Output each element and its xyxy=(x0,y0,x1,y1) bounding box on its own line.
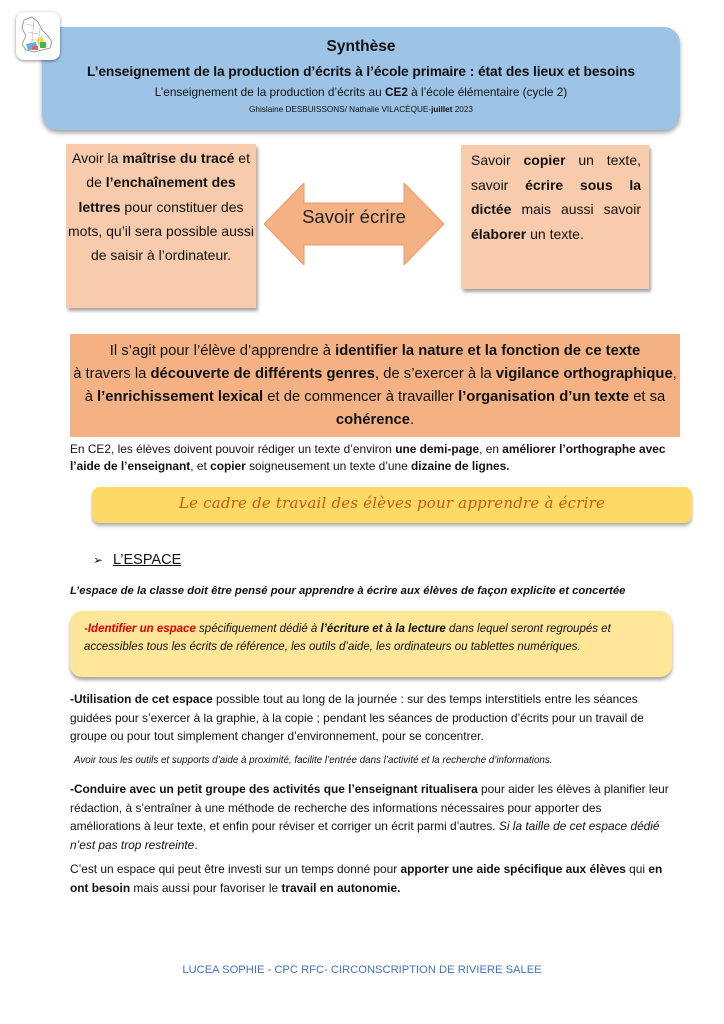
text: . xyxy=(194,837,198,852)
arrow-label: Savoir écrire xyxy=(302,206,406,227)
footer: LUCEA SOPHIE - CPC RFC- CIRCONSCRIPTION DE RIVIERE SALEE xyxy=(182,964,542,976)
bold-text: -Conduire avec un petit groupe des activités que l’enseignant ritualisera xyxy=(70,782,478,796)
bold-text: copier xyxy=(523,152,566,168)
section-title: L’ESPACE xyxy=(113,552,182,568)
text: 2023 xyxy=(452,105,473,114)
bold-text: copier xyxy=(210,459,246,473)
text: un texte, savoir xyxy=(471,152,641,193)
conduct-paragraph xyxy=(70,780,670,854)
usage-paragraph xyxy=(70,690,670,746)
space-paragraph xyxy=(70,860,670,897)
text: , en xyxy=(479,442,503,456)
bold-text: apporter une aide spécifique aux élèves xyxy=(400,862,626,876)
bold-text: juillet xyxy=(431,105,453,114)
bold-text: l’enrichissement lexical xyxy=(97,389,264,405)
italic-text: Si la taille de cet espace dédié n’est pas trop restreinte xyxy=(70,819,660,852)
bold-text: l’écriture et à la lecture xyxy=(320,623,446,635)
section-heading xyxy=(93,552,181,568)
section-banner xyxy=(92,487,692,523)
text: - xyxy=(84,623,88,635)
text: mais aussi pour favoriser le xyxy=(130,880,282,895)
text: Avoir la xyxy=(72,150,123,166)
text: Ghislaine DESBUISSONS/ Nathalie VILACÈQUE- xyxy=(249,105,432,114)
text: et de commencer à travailler xyxy=(263,389,459,405)
bold-text: travail en autonomie. xyxy=(281,880,401,895)
bold-text: identifier la nature et la fonction de ce texte xyxy=(335,343,641,359)
bold-text: dizaine de lignes. xyxy=(411,459,510,473)
intro-text: L’espace de la classe doit être pensé pour apprendre à écrire aux élèves de façon explicite et concertée xyxy=(70,585,626,597)
bold-text: découverte de différents genres xyxy=(150,366,375,382)
text: , à xyxy=(84,366,677,405)
text: L’enseignement de la production d’écrits au xyxy=(154,85,385,99)
text: spécifiquement dédié à xyxy=(195,623,321,635)
text: possible tout au long de la journée : sur des temps interstitiels entre les séances guidées pour s’exercer à la graphie, à la copie ; pendant les séances de production d’écrits pour un travail de groupe ou pour tout simplement changer d’environnement, pour se concentrer. xyxy=(70,692,644,743)
bold-text: -Utilisation de cet espace xyxy=(70,692,213,706)
text: et de xyxy=(86,150,250,191)
left-skill-box xyxy=(66,144,256,308)
text: un texte. xyxy=(526,225,584,242)
bold-text: élaborer xyxy=(471,225,527,242)
text: pour constituer des mots, qu’il sera possible aussi de saisir à l’ordinateur. xyxy=(68,198,254,264)
martinique-map-icon xyxy=(16,12,60,60)
bold-text: cohérence xyxy=(335,412,410,428)
bold-text: maîtrise du tracé xyxy=(122,150,235,166)
objective-box xyxy=(70,334,680,437)
small-note: Avoir tous les outils et supports d’aide à proximité, facilite l’entrée dans l’activité et la recherche d’informations. xyxy=(74,755,553,766)
page-title: Synthèse xyxy=(326,38,396,55)
right-skill-box xyxy=(461,145,649,289)
red-highlight: Identifier un espace xyxy=(87,623,196,635)
text: mais aussi savoir xyxy=(511,201,641,217)
text: pour aider les élèves à planifier leur rédaction, à s’entraîner à une méthode de recherche des informations nécessaires pour apporter des améliorations à leur texte, et enfin pour réviser et corriger un écrit parmi d’autres. xyxy=(70,782,669,833)
text: soigneusement un texte d’une xyxy=(245,459,412,473)
text: à l’école élémentaire (cycle 2) xyxy=(407,85,568,99)
bold-text: l’enchaînement des lettres xyxy=(78,174,236,215)
text: , de s’exercer à la xyxy=(375,366,496,382)
text: En CE2, les élèves doivent pouvoir rédiger un texte d’environ xyxy=(70,442,396,456)
bold-text: écrire sous la dictée xyxy=(471,176,641,217)
text: et sa xyxy=(629,389,666,405)
text: Il s’agit pour l’élève d’apprendre à xyxy=(109,343,336,359)
bold-text: en ont besoin xyxy=(70,862,663,895)
bold-text: vigilance orthographique xyxy=(495,366,673,382)
text: Savoir xyxy=(471,152,524,168)
page-subtitle: L’enseignement de la production d’écrits à l’école primaire : état des lieux et besoins xyxy=(87,64,635,79)
bold-text: l’organisation d’un texte xyxy=(458,389,630,405)
ce2-paragraph xyxy=(70,441,670,475)
page-subtitle-2 xyxy=(42,85,680,99)
text: à travers la xyxy=(73,366,151,382)
header-banner xyxy=(42,27,680,130)
highlight-box xyxy=(70,611,672,677)
bold-text: CE2 xyxy=(384,85,408,99)
authors xyxy=(42,105,680,114)
text: qui xyxy=(625,862,649,876)
banner-text: Le cadre de travail des élèves pour apprendre à écrire xyxy=(178,494,606,512)
text: , et xyxy=(190,459,211,473)
text: C’est un espace qui peut être investi sur un temps donné pour xyxy=(70,862,401,876)
logo xyxy=(16,12,60,60)
text: . xyxy=(409,412,415,428)
bold-text: une demi-page xyxy=(395,442,480,456)
text: dans lequel seront regroupés et accessibles tous les écrits de référence, les outils d’aide, les ordinateurs ou tablettes numériques. xyxy=(84,623,611,653)
arrow-bullet-icon: ➢ xyxy=(93,553,104,567)
bold-text: améliorer l’orthographe avec l’aide de l’enseignant xyxy=(70,442,666,473)
